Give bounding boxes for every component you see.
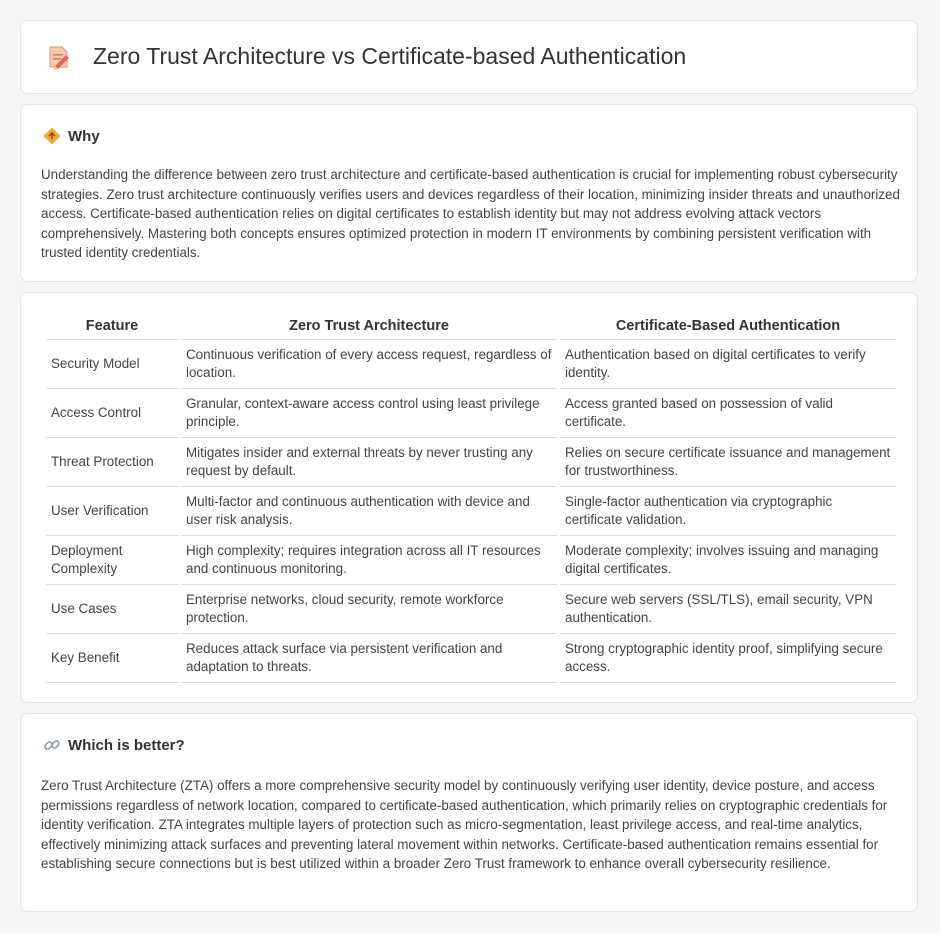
table-row — [46, 438, 896, 487]
zero-trust-cell: Mitigates insider and external threats by never trusting any request by default. — [181, 438, 557, 487]
why-text: Understanding the difference between zero trust architecture and certificate-based authentication is crucial for implementing robust cybersecurity strategies. Zero trust architecture continuously verifies users and devices regardless of their location, minimizing insider threats and unauthorized access. Certificate-based authentication relies on digital certificates to establish identity but may not address evolving attack vectors comprehensively. Mastering both concepts ensures optimized protection in modern IT environments by combining persistent verification with trusted identity credentials. — [41, 167, 900, 260]
table-row — [46, 340, 896, 389]
certificate-cell: Authentication based on digital certificates to verify identity. — [560, 340, 896, 389]
feature-cell: Threat Protection — [46, 438, 178, 487]
comparison-table — [43, 315, 899, 683]
table-row — [46, 634, 896, 683]
zero-trust-cell: Granular, context-aware access control using least privilege principle. — [181, 389, 557, 438]
feature-cell: Key Benefit — [46, 634, 178, 683]
which-is-better-section — [20, 713, 918, 912]
table-row — [46, 389, 896, 438]
certificate-cell: Relies on secure certificate issuance and management for trustworthiness. — [560, 438, 896, 487]
header-card — [20, 20, 918, 94]
certificate-cell: Strong cryptographic identity proof, simplifying secure access. — [560, 634, 896, 683]
header-zero-trust: Zero Trust Architecture — [181, 315, 557, 340]
zero-trust-cell: Multi-factor and continuous authentication with device and user risk analysis. — [181, 487, 557, 536]
certificate-cell: Moderate complexity; involves issuing and managing digital certificates. — [560, 536, 896, 585]
feature-cell: User Verification — [46, 487, 178, 536]
why-title: Why — [68, 127, 100, 145]
why-section — [20, 104, 918, 282]
table-row — [46, 536, 896, 585]
zero-trust-cell: Reduces attack surface via persistent verification and adaptation to threats. — [181, 634, 557, 683]
header-certificate: Certificate-Based Authentication — [560, 315, 896, 340]
which-is-better-text: Zero Trust Architecture (ZTA) offers a more comprehensive security model by continuously verifying user identity, device posture, and access permissions regardless of network location, compared to certificate-based authentication, which primarily relies on cryptographic credentials for identity verification. ZTA integrates multiple layers of protection such as micro-segmentation, least privilege access, and real-time analytics, effectively minimizing attack surfaces and preventing lateral movement within networks. Certificate-based authentication remains essential for establishing secure connections but is best utilized within a broader Zero Trust framework to enhance overall cybersecurity resilience. — [41, 778, 888, 871]
feature-cell: Deployment Complexity — [46, 536, 178, 585]
comparison-section — [20, 292, 918, 703]
zero-trust-cell: Enterprise networks, cloud security, remote workforce protection. — [181, 585, 557, 634]
diamond-arrows-icon — [43, 127, 61, 145]
feature-cell: Use Cases — [46, 585, 178, 634]
feature-cell: Access Control — [46, 389, 178, 438]
certificate-cell: Access granted based on possession of valid certificate. — [560, 389, 896, 438]
header-feature: Feature — [46, 315, 178, 340]
link-icon — [43, 736, 61, 754]
page-title: Zero Trust Architecture vs Certificate-based Authentication — [93, 43, 687, 69]
table-row — [46, 585, 896, 634]
which-is-better-title: Which is better? — [68, 736, 185, 754]
zero-trust-cell: High complexity; requires integration across all IT resources and continuous monitoring. — [181, 536, 557, 585]
certificate-cell: Secure web servers (SSL/TLS), email security, VPN authentication. — [560, 585, 896, 634]
table-row — [46, 487, 896, 536]
feature-cell: Security Model — [46, 340, 178, 389]
table-header-row — [46, 315, 896, 340]
certificate-cell: Single-factor authentication via cryptographic certificate validation. — [560, 487, 896, 536]
document-pencil-icon — [47, 44, 71, 70]
zero-trust-cell: Continuous verification of every access request, regardless of location. — [181, 340, 557, 389]
